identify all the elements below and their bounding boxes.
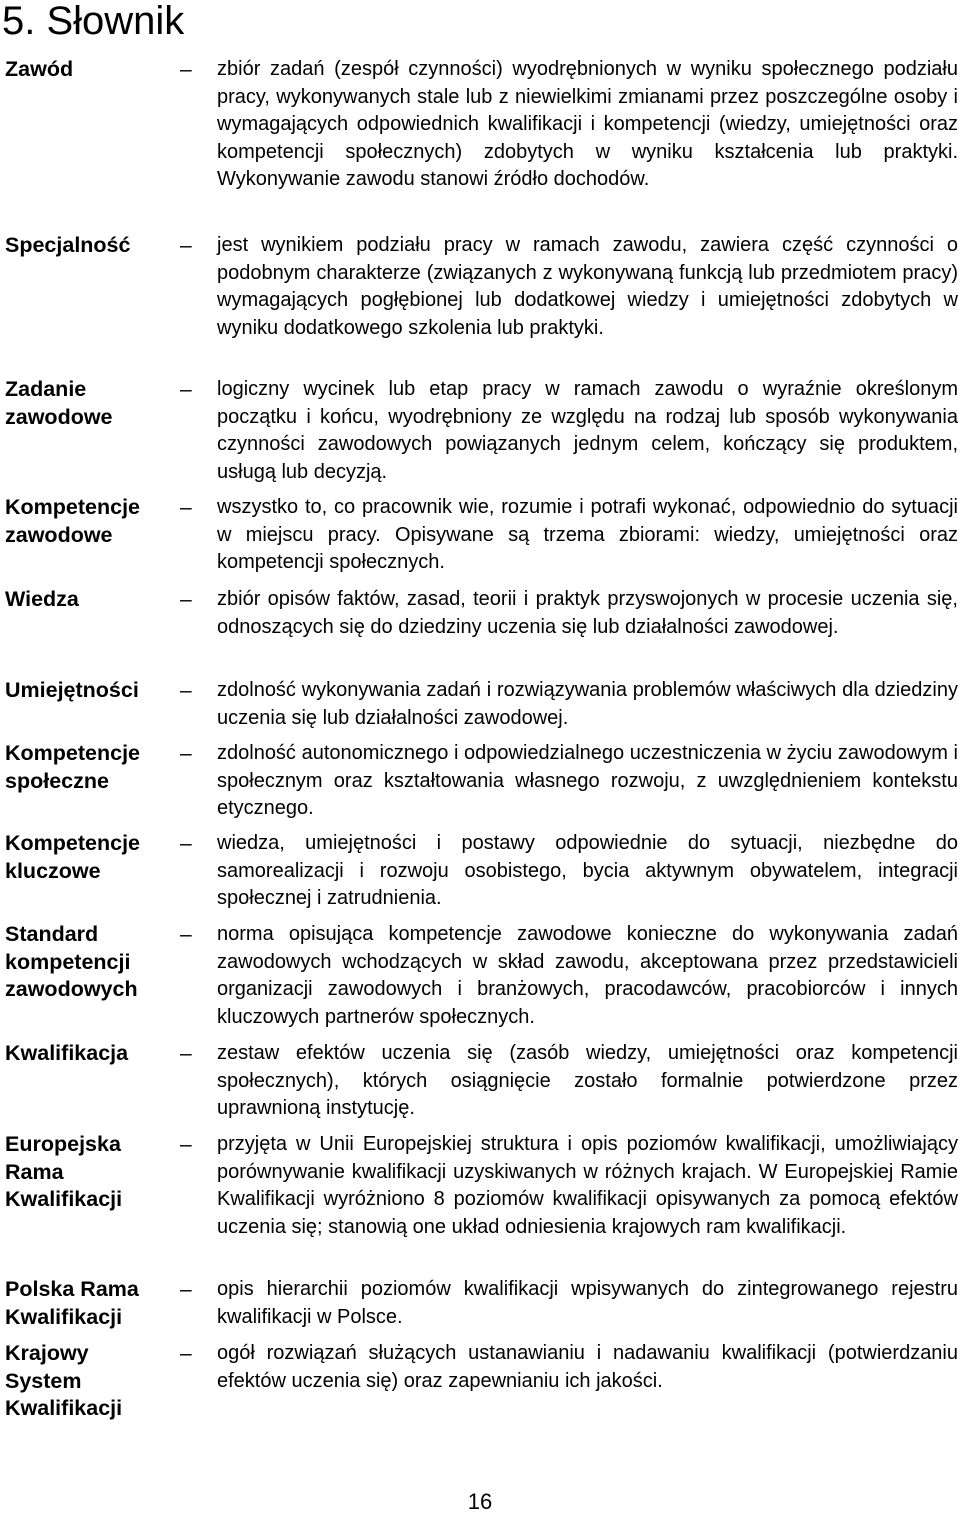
- term: Standard kompetencji zawodowych: [5, 922, 138, 1001]
- definition: zestaw efektów uczenia się (zasób wiedzy, umiejętności oraz kompetencji społecznych), których osiągnięcie zostało formalnie potwierdzone przez uprawnioną instytucję.: [217, 1042, 958, 1119]
- definition: logiczny wycinek lub etap pracy w ramach zawodu o wyraźnie określonym początku i końcu, wyodrębniony ze względu na rodzaj lub sposób wykonywania czynności zawodowych powiązanych jednym celem, kończący się produktem, usługą lub decyzją.: [217, 378, 958, 483]
- page-number: 16: [467, 1489, 493, 1514]
- definition: jest wynikiem podziału pracy w ramach zawodu, zawiera część czynności o podobnym charakterze (związanych z wykonywaną funkcją lub przedmiotem pracy) wymagających pogłębionej lub dodatkowej wiedzy i umiejętności zdobytych w wyniku dodatkowego szkolenia lub praktyki.: [217, 234, 958, 339]
- dash: –: [180, 1042, 192, 1065]
- dash: –: [180, 1278, 192, 1301]
- term: Kompetencje zawodowe: [5, 495, 141, 547]
- dash: –: [180, 588, 192, 611]
- definition: norma opisująca kompetencje zawodowe konieczne do wykonywania zadań zawodowych wchodzących w skład zawodu, akceptowana przez przedstawicieli organizacji zawodowych i branżowych, pracodawców, pracobiorców i innych kluczowych partnerów społecznych.: [217, 923, 958, 1028]
- dash: –: [180, 742, 192, 765]
- term: Europejska Rama Kwalifikacji: [5, 1132, 123, 1211]
- dash: –: [180, 234, 192, 257]
- term: Krajowy System Kwalifikacji: [5, 1341, 123, 1420]
- definition: zbiór opisów faktów, zasad, teorii i praktyk przyswojonych w procesie uczenia się, odnoszących się do dziedziny uczenia się lub działalności zawodowej.: [217, 588, 958, 638]
- term: Zawód: [5, 57, 74, 81]
- dash: –: [180, 496, 192, 519]
- term: Wiedza: [5, 587, 79, 611]
- term: Zadanie zawodowe: [5, 377, 113, 429]
- dash: –: [180, 1342, 192, 1365]
- definition: opis hierarchii poziomów kwalifikacji wpisywanych do zintegrowanego rejestru kwalifikacji w Polsce.: [217, 1278, 958, 1328]
- term: Polska Rama Kwalifikacji: [5, 1277, 139, 1329]
- term: Specjalność: [5, 233, 131, 257]
- definition: wszystko to, co pracownik wie, rozumie i potrafi wykonać, odpowiednio do sytuacji w miejscu pracy. Opisywane są trzema zbiorami: wiedzy, umiejętności oraz kompetencji społecznych.: [217, 496, 958, 573]
- dash: –: [180, 58, 192, 81]
- term: Kompetencje społeczne: [5, 741, 141, 793]
- definition: zdolność autonomicznego i odpowiedzialnego uczestniczenia w życiu zawodowym i społecznym oraz kształtowania własnego rozwoju, z uwzględnieniem kontekstu etycznego.: [217, 742, 958, 819]
- definition: przyjęta w Unii Europejskiej struktura i opis poziomów kwalifikacji, umożliwiający porównywanie kwalifikacji uzyskiwanych w różnych krajach. W Europejskiej Ramie Kwalifikacji wyróżniono 8 poziomów kwalifikacji opisywanych za pomocą efektów uczenia się; stanowią one układ odniesienia krajowych ram kwalifikacji.: [217, 1133, 958, 1238]
- term: Kompetencje kluczowe: [5, 831, 141, 883]
- term: Kwalifikacja: [5, 1041, 129, 1065]
- page-title: 5. Słownik: [2, 0, 185, 43]
- dash: –: [180, 679, 192, 702]
- term: Umiejętności: [5, 678, 139, 702]
- dash: –: [180, 923, 192, 946]
- dash: –: [180, 378, 192, 401]
- definition: zdolność wykonywania zadań i rozwiązywania problemów właściwych dla dziedziny uczenia się lub działalności zawodowej.: [217, 679, 958, 729]
- definition: wiedza, umiejętności i postawy odpowiednie do sytuacji, niezbędne do samorealizacji i rozwoju osobistego, bycia aktywnym obywatelem, integracji społecznej i zatrudnienia.: [217, 832, 958, 909]
- definition: zbiór zadań (zespół czynności) wyodrębnionych w wyniku społecznego podziału pracy, wykonywanych stale lub z niewielkimi zmianami przez poszczególne osoby i wymagających odpowiednich kwalifikacji i kompetencji (wiedzy, umiejętności oraz kompetencji społecznych) zdobytych w wyniku kształcenia lub praktyki. Wykonywanie zawodu stanowi źródło dochodów.: [217, 58, 958, 190]
- definition: ogół rozwiązań służących ustanawianiu i nadawaniu kwalifikacji (potwierdzaniu efektów uczenia się) oraz zapewnianiu ich jakości.: [217, 1342, 958, 1392]
- dash: –: [180, 832, 192, 855]
- dash: –: [180, 1133, 192, 1156]
